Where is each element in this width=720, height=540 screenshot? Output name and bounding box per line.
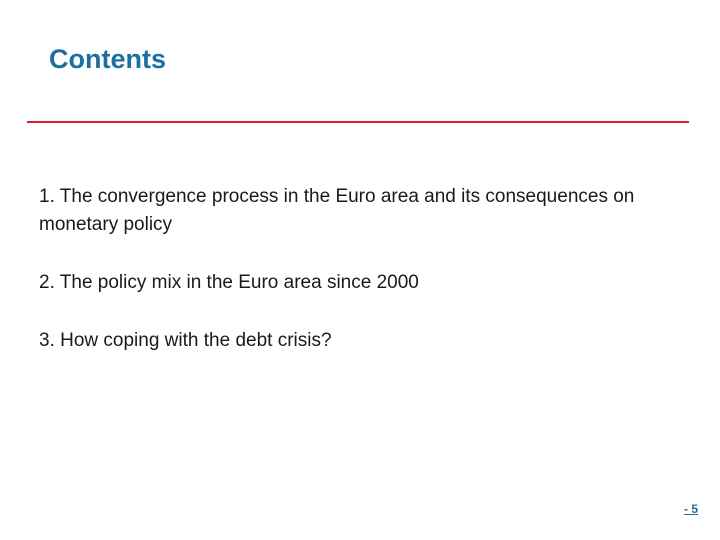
- title-divider: [27, 121, 689, 123]
- contents-item-2: 2. The policy mix in the Euro area since 2000: [39, 272, 419, 293]
- slide-title: Contents: [49, 44, 166, 74]
- contents-item-3: 3. How coping with the debt crisis?: [39, 330, 332, 351]
- contents-list: [39, 183, 679, 355]
- page-number: - 5: [683, 502, 698, 516]
- contents-item-1: 1. The convergence process in the Euro area and its consequences on monetary policy: [39, 186, 635, 235]
